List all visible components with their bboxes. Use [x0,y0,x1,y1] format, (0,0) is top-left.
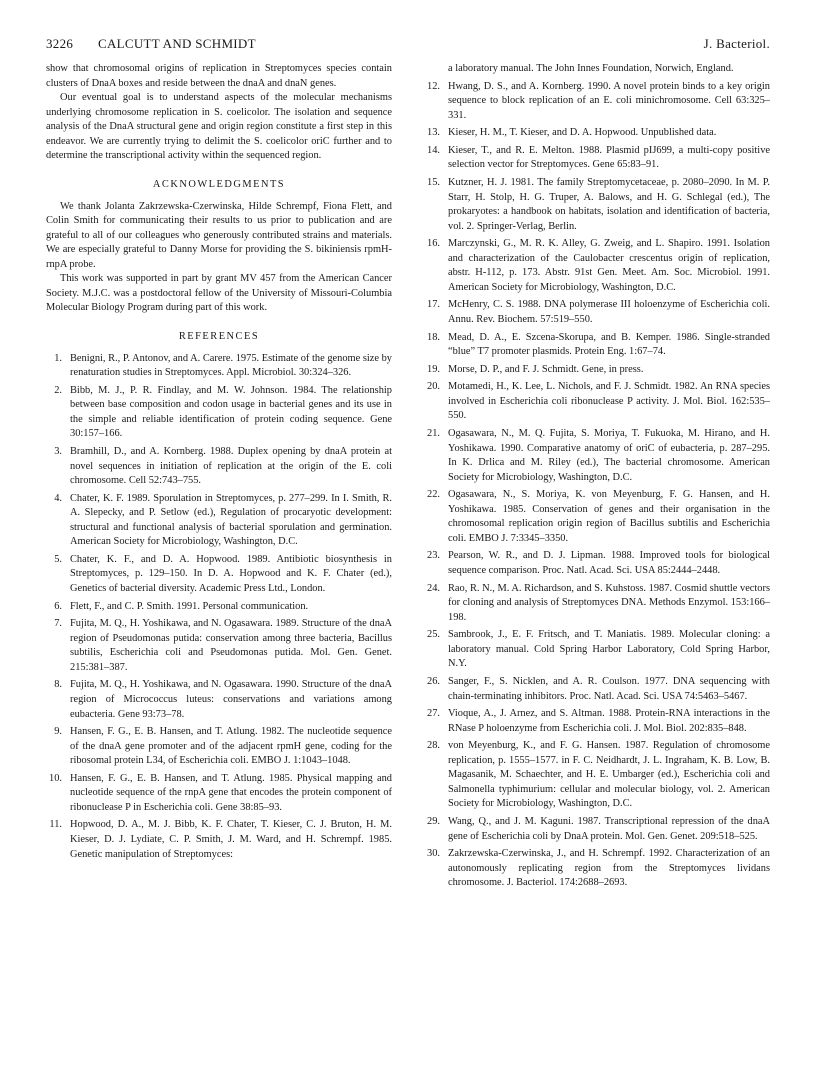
references-heading: REFERENCES [178,331,260,342]
reference-text: Rao, R. N., M. A. Richardson, and S. Kuhstoss. 1987. Cosmid shuttle vectors for cloning and analysis of Streptomyces DNA. Methods Enzymol. 153:166–198. [448,582,770,623]
reference-item [46,445,392,489]
reference-item [424,427,770,485]
journal-name: J. Bacteriol. [703,36,770,51]
reference-number: 7. [54,618,62,630]
reference-number: 16. [427,238,440,250]
reference-number: 28. [427,740,440,752]
reference-text: Mead, D. A., E. Szcena-Skorupa, and B. Kemper. 1986. Single-stranded “blue” T7 promoter plasmids. Protein Eng. 1:67–74. [448,331,770,358]
reference-item [424,628,770,672]
reference-text: Bramhill, D., and A. Kornberg. 1988. Duplex opening by dnaA protein at novel sequences in initiation of replication at the origin of the E. coli chromosome. Cell 52:743–755. [70,445,392,487]
reference-number: 14. [427,144,440,156]
reference-number: 24. [427,582,440,594]
reference-number: 29. [427,816,440,827]
acknowledgments-paragraph: We thank Jolanta Zakrzewska-Czerwinska, Hilde Schrempf, Fiona Flett, and Colin Smith for communicating their results to us prior to publication and are grateful to all of our colleagues who generously contributed strains and materials. We are especially grateful to Danny Morse for providing the S. bikiniensis rpmH-rnpA probe. [46,200,392,270]
reference-text: Kieser, H. M., T. Kieser, and D. A. Hopwood. Unpublished data. [448,127,717,139]
reference-item [424,298,770,327]
running-header [46,36,770,56]
reference-item [424,80,770,124]
reference-number: 25. [427,629,440,641]
reference-number: 18. [427,331,440,343]
reference-text: Morse, D. P., and F. J. Schmidt. Gene, in press. [448,363,644,375]
reference-item [424,126,770,141]
reference-text: Hansen, F. G., E. B. Hansen, and T. Atlung. 1982. The nucleotide sequence of the dnaA gene promoter and of the adjacent rpmH gene, coding for the ribosomal protein L34, of Escherichia coli. EMBO J. 1:1043–1048. [70,726,392,767]
reference-text: Sambrook, J., E. F. Fritsch, and T. Maniatis. 1989. Molecular cloning: a laboratory manual. Cold Spring Harbor Laboratory, Cold Spring Harbor, N.Y. [448,629,770,670]
reference-text: Wang, Q., and J. M. Kaguni. 1987. Transcriptional repression of the dnaA gene of Escherichia coli by DnaA protein. Mol. Gen. Genet. 209:518–525. [448,816,770,842]
reference-text: Zakrzewska-Czerwinska, J., and H. Schrempf. 1992. Characterization of an autonomously replicating region from the Streptomyces lividans chromosome. J. Bacteriol. 174:2688–2693. [448,848,770,889]
reference-number: 3. [54,445,62,457]
reference-number: 21. [427,427,440,439]
reference-text: Marczynski, G., M. R. K. Alley, G. Zweig, and L. Shapiro. 1991. Isolation and characterization of the Caulobacter crescentus origin of replication, abstr. H-112, p. 173. Abstr. 91st Gen. Meet. Am. Soc. Microbiol. 1991. American Society for Microbiology, Washington, D.C. [448,238,770,293]
reference-text: Hopwood, D. A., M. J. Bibb, K. F. Chater, T. Kieser, C. J. Bruton, H. M. Kieser, D. J. Lydiate, C. P. Smith, J. M. Ward, and H. Schrempf. 1985. Genetic manipulation of Streptomyces: [70,819,392,860]
reference-number: 27. [427,708,440,720]
reference-text: Kutzner, H. J. 1981. The family Streptomycetaceae, p. 2080–2090. In M. P. Starr, H. Stolp, H. G. Truper, A. Balows, and H. G. Schlegal (ed.), The prokaryotes: a handbook on habitats, isolation and identification of bacteria, vol. 2. Springer-Verlag, Berlin. [448,176,770,232]
reference-text: Vioque, A., J. Arnez, and S. Altman. 1988. Protein-RNA interactions in the RNase P holoenzyme from Escherichia coli. J. Mol. Biol. 202:835–848. [448,708,770,734]
reference-number: 10. [49,772,62,784]
reference-number: 5. [54,553,62,565]
reference-item [46,818,392,862]
reference-number: 22. [427,489,440,501]
reference-number: 13. [427,127,440,139]
reference-item [424,847,770,891]
reference-item [46,384,392,442]
reference-number: 1. [54,352,62,364]
reference-text: Chater, K. F. 1989. Sporulation in Streptomyces, p. 277–299. In I. Smith, R. A. Slepecky, and P. Setlow (ed.), Regulation of procaryotic development: structural and functional analysis of bacterial sporulation and germination. American Society for Microbiology, Washington, D.C. [70,492,392,548]
reference-item [424,815,770,844]
page-number: 3226 [46,36,74,51]
reference-text: Ogasawara, N., S. Moriya, K. von Meyenburg, F. G. Hansen, and H. Yoshikawa. 1985. Conservation of genes and their organisation in the chromosomal replication origin region of Bacillus subtilis and Escherichia coli. EMBO J. 7:3345–3350. [448,489,770,544]
reference-item [424,176,770,234]
reference-item [46,600,392,615]
reference-number: 11. [49,819,62,831]
reference-number: 30. [427,848,440,860]
reference-item [424,549,770,578]
reference-text: Chater, K. F., and D. A. Hopwood. 1989. Antibiotic biosynthesis in Streptomyces, p. 129–150. In D. A. Hopwood and K. F. Chater (ed.), Genetics of bacterial diversity. Academic Press Ltd., London. [70,553,392,594]
reference-text: Kieser, T., and R. E. Melton. 1988. Plasmid pIJ699, a multi-copy positive selection vector for Streptomyces. Gene 65:83–91. [448,144,770,171]
right-column [424,62,770,894]
acknowledgments-heading: ACKNOWLEDGMENTS [152,178,286,190]
reference-number: 23. [427,550,440,562]
reference-text: Motamedi, H., K. Lee, L. Nichols, and F. J. Schmidt. 1982. An RNA species involved in Escherichia coli ribonuclease P activity. J. Mol. Biol. 162:535–550. [448,381,770,422]
reference-number: 26. [427,675,440,687]
reference-text: von Meyenburg, K., and F. G. Hansen. 1987. Regulation of chromosome replication, p. 1555–1577. in F. C. Neidhardt, J. L. Ingraham, K. B. Low, B. Magasanik, M. Schaechter, and H. E. Umbarger (ed.), Escherichia coli and Salmonella typhimurium: cellular and molecular biology, vol. 2. American Society for Microbiology, Washington, D.C. [448,740,770,810]
reference-continuation: a laboratory manual. The John Innes Foundation, Norwich, England. [448,63,734,74]
reference-text: Hansen, F. G., E. B. Hansen, and T. Atlung. 1985. Physical mapping and nucleotide sequence of the rnpA gene that encodes the protein component of ribonuclease P in Escherichia coli. Gene 38:85–93. [70,772,392,813]
reference-text: Pearson, W. R., and D. J. Lipman. 1988. Improved tools for biological sequence comparison. Proc. Natl. Acad. Sci. USA 85:2444–2448. [448,550,770,576]
reference-item [424,363,770,378]
reference-item [424,331,770,360]
reference-number: 15. [427,176,440,188]
reference-text: Bibb, M. J., P. R. Findlay, and M. W. Johnson. 1984. The relationship between base composition and codon usage in bacterial genes and its use in the simple and reliable identification of protein coding sequence. Gene 30:157–166. [70,384,392,440]
reference-number: 8. [54,679,62,691]
reference-number: 20. [427,381,440,393]
reference-text: Flett, F., and C. P. Smith. 1991. Personal communication. [70,600,309,612]
reference-item [424,237,770,295]
reference-text: Benigni, R., P. Antonov, and A. Carere. 1975. Estimate of the genome size by renaturation studies in Streptomyces. Appl. Microbiol. 30:324–326. [70,352,392,379]
reference-number: 4. [54,492,62,504]
reference-item [424,739,770,812]
reference-text: Ogasawara, N., M. Q. Fujita, S. Moriya, T. Fukuoka, M. Hirano, and H. Yoshikawa. 1990. Comparative anatomy of oriC of eubacteria, p. 287–295. In K. Drlica and M. Riley (ed.), The bacterial chromosome. American Society for Microbiology, Washington, D.C. [448,427,770,483]
left-column [46,62,392,865]
reference-item [46,617,392,675]
reference-item [424,488,770,546]
reference-item [46,352,392,381]
body-paragraph: show that chromosomal origins of replication in Streptomyces species contain clusters of DnaA boxes and reside between the dnaA and dnaN genes. [46,63,392,89]
reference-item [46,553,392,597]
reference-number: 9. [54,726,62,738]
reference-item [46,725,392,769]
reference-number: 2. [54,384,62,396]
reference-item [424,582,770,626]
reference-text: Fujita, M. Q., H. Yoshikawa, and N. Ogasawara. 1990. Structure of the dnaA region of Micrococcus luteus: conservations and variations among eubacteria. Gene 93:73–78. [70,679,392,720]
reference-text: Sanger, F., S. Nicklen, and A. R. Coulson. 1977. DNA sequencing with chain-terminating inhibitors. Proc. Natl. Acad. Sci. USA 74:5463–5467. [448,675,770,702]
reference-number: 19. [427,363,440,375]
reference-number: 6. [54,600,62,612]
reference-number: 12. [427,80,440,92]
body-paragraph: Our eventual goal is to understand aspects of the molecular mechanisms underlying chromosome replication in S. coelicolor. The isolation and sequence analysis of the DnaA structural gene and origin region constitute a first step in this endeavor. We are currently trying to delimit the S. coelicolor oriC further and to determine the transcriptional activity within the sequenced region. [46,92,392,162]
reference-item [424,675,770,704]
reference-number: 17. [427,299,440,311]
reference-item [46,772,392,816]
reference-item [424,380,770,424]
reference-text: McHenry, C. S. 1988. DNA polymerase III holoenzyme of Escherichia coli. Annu. Rev. Biochem. 57:519–550. [448,299,770,325]
acknowledgments-paragraph: This work was supported in part by grant MV 457 from the American Cancer Society. M.J.C. was a postdoctoral fellow of the University of Missouri-Columbia Molecular Biology Program during part of this work. [46,273,392,314]
running-authors: CALCUTT AND SCHMIDT [98,36,256,51]
reference-item [424,707,770,736]
reference-item [46,492,392,550]
reference-item [46,678,392,722]
reference-item [424,144,770,173]
reference-text: Hwang, D. S., and A. Kornberg. 1990. A novel protein binds to a key origin sequence to block replication of an E. coli minichromosome. Cell 63:325–331. [448,80,770,121]
reference-text: Fujita, M. Q., H. Yoshikawa, and N. Ogasawara. 1989. Structure of the dnaA region of Pseudomonas putida: conservation among three bacteria, Bacillus subtilis, Escherichia coli and Pseudomonas putida. Mol. Gen. Genet. 215:381–387. [70,618,392,673]
